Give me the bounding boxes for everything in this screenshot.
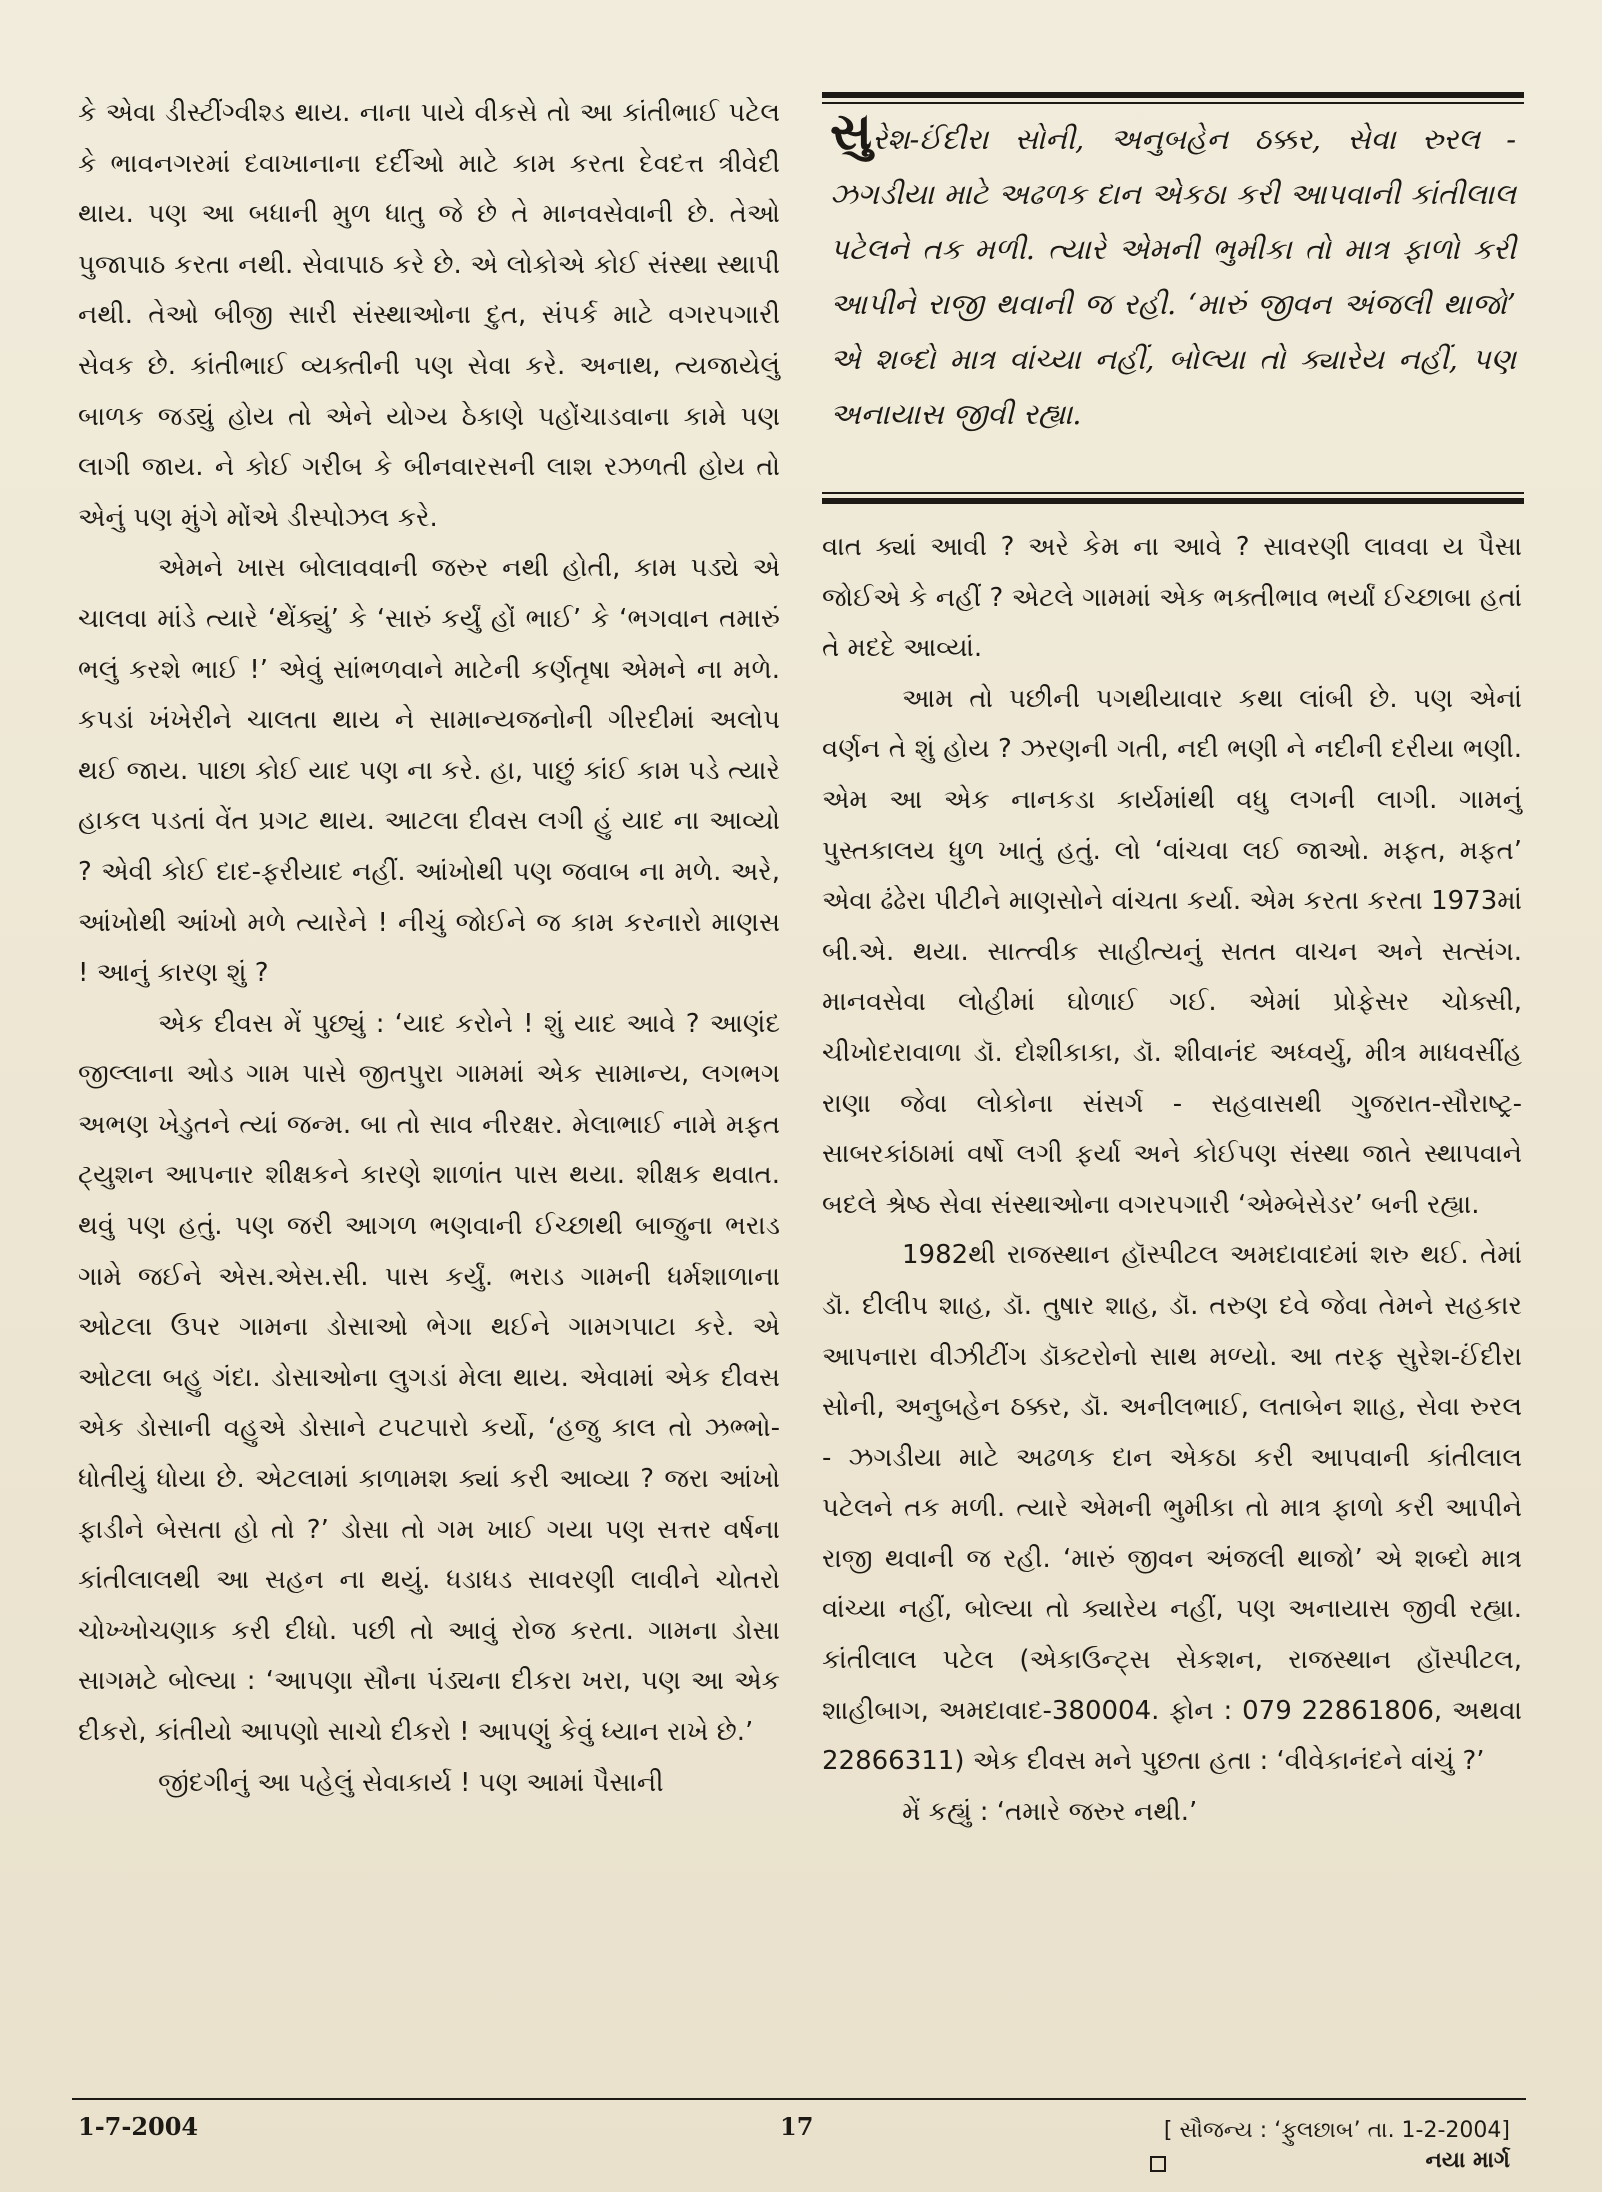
pullquote-text: રેશ-ઈંદીરા સોની, અનુબહેન ઠક્કર, સેવા રુરલ - ઝગડીયા માટે અઢળક દાન એકઠા કરી આપવાની કાંતીલાલ પટેલને તક મળી. ત્યારે એમની ભુમીકા તો માત્ર ફાળો કરી આપીને રાજી થવાની જ રહી. ‘મારું જીવન અંજલી થાજો’ એ શબ્દો માત્ર વાંચ્યા નહીં, બોલ્યા તો ક્યારેય નહીં, પણ અનાયાસ જીવી રહ્યા. (830, 122, 1516, 431)
end-mark-square-icon (1150, 2156, 1166, 2172)
pullquote-top-rule-thin (822, 102, 1524, 104)
source-credit: [ સૌજન્ય : ‘ફુલછાબ’ તા. 1-2-2004] (1163, 2118, 1510, 2143)
body-paragraph: મેં કહ્યું : ‘તમારે જરુર નથી.’ (902, 1796, 1198, 1827)
publication-name: નયા માર્ગ (1425, 2148, 1510, 2173)
body-paragraph: એમને ખાસ બોલાવવાની જરુર નથી હોતી, કામ પડ્યે એ ચાલવા માંડે ત્યારે ‘થેંક્યું’ કે ‘સારું કર્યું હોં ભાઈ’ કે ‘ભગવાન તમારું ભલું કરશે ભાઈ !’ એવું સાંભળવાને માટેની કર્ણતૃષા એમને ના મળે. કપડાં ખંખેરીને ચાલતા થાય ને સામાન્યજનોની ગીરદીમાં અલોપ થઈ જાય. પાછા કોઈ યાદ પણ ના કરે. હા, પાછું કાંઈ કામ પડે ત્યારે હાકલ પડતાં વેંત પ્રગટ થાય. આટલા દીવસ લગી હું યાદ ના આવ્યો ? એવી કોઈ દાદ-ફરીયાદ નહીં. આંખોથી પણ જવાબ ના મળે. અરે, આંખોથી આંખો મળે ત્યારેને ! નીચું જોઈને જ કામ કરનારો માણસ ! આનું કારણ શું ? (78, 553, 780, 989)
body-paragraph: કે એવા ડીસ્ટીંગ્વીશ્ડ થાય. નાના પાયે વીકસે તો આ કાંતીભાઈ પટેલ કે ભાવનગરમાં દવાખાનાના દર્દીઓ માટે કામ કરતા દેવદત્ત ત્રીવેદી થાય. પણ આ બધાની મુળ ધાતુ જે છે તે માનવસેવાની છે. તેઓ પુજાપાઠ કરતા નથી. સેવાપાઠ કરે છે. એ લોકોએ કોઈ સંસ્થા સ્થાપી નથી. તેઓ બીજી સારી સંસ્થાઓના દુત, સંપર્ક માટે વગરપગારી સેવક છે. કાંતીભાઈ વ્યક્તીની પણ સેવા કરે. અનાથ, ત્યજાયેલું બાળક જડ્યું હોય તો એને યોગ્ય ઠેકાણે પહોંચાડવાના કામે પણ લાગી જાય. ને કોઈ ગરીબ કે બીનવારસની લાશ રઝળતી હોય તો એનું પણ મુંગે મોંએ ડીસ્પોઝલ કરે. (78, 98, 780, 533)
body-paragraph: વાત ક્યાં આવી ? અરે કેમ ના આવે ? સાવરણી લાવવા ય પૈસા જોઈએ કે નહીં ? એટલે ગામમાં એક ભક્તીભાવ ભર્યાં ઈચ્છાબા હતાં તે મદદે આવ્યાં. (822, 532, 1522, 664)
body-paragraph: એક દીવસ મેં પુછ્યું : ‘યાદ કરોને ! શું યાદ આવે ? આણંદ જીલ્લાના ઓડ ગામ પાસે જીતપુરા ગામમાં એક સામાન્ય, લગભગ અભણ ખેડુતને ત્યાં જન્મ. બા તો સાવ નીરક્ષર. મેલાભાઈ નામે મફત ટ્યુશન આપનાર શીક્ષકને કારણે શાળાંત પાસ થયા. શીક્ષક થવાત. થવું પણ હતું. પણ જરી આગળ ભણવાની ઈચ્છાથી બાજુના ભરાડ ગામે જઈને એસ.એસ.સી. પાસ કર્યું. ભરાડ ગામની ધર્મશાળાના ઓટલા ઉપર ગામના ડોસાઓ ભેગા થઈને ગામગપાટા કરે. એ ઓટલા બહુ ગંદા. ડોસાઓના લુગડાં મેલા થાય. એવામાં એક દીવસ એક ડોસાની વહુએ ડોસાને ટપટપારો કર્યો, ‘હજુ કાલ તો ઝભ્ભો-ધોતીયું ધોયા છે. એટલામાં કાળામશ ક્યાં કરી આવ્યા ? જરા આંખો ફાડીને બેસતા હો તો ?’ ડોસા તો ગમ ખાઈ ગયા પણ સત્તર વર્ષના કાંતીલાલથી આ સહન ના થયું. ધડાધડ સાવરણી લાવીને ચોતરો ચોખ્ખોચણાક કરી દીધો. પછી તો આવું રોજ કરતા. ગામના ડોસા સાગમટે બોલ્યા : ‘આપણા સૌના પંડ્યના દીકરા ખરા, પણ આ એક દીકરો, કાંતીયો આપણો સાચો દીકરો ! આપણું કેવું ધ્યાન રાખે છે.’ (78, 1008, 780, 1747)
pullquote-dropcap: સુ (830, 101, 873, 162)
left-column (78, 88, 780, 1808)
footer-date: 1-7-2004 (78, 2112, 199, 2141)
body-paragraph: જીંદગીનું આ પહેલું સેવાકાર્ય ! પણ આમાં પૈસાની (158, 1767, 664, 1798)
footer-rule (72, 2098, 1526, 2100)
body-paragraph: 1982થી રાજસ્થાન હૉસ્પીટલ અમદાવાદમાં શરુ થઈ. તેમાં ડૉ. દીલીપ શાહ, ડૉ. તુષાર શાહ, ડૉ. તરુણ દવે જેવા તેમને સહકાર આપનારા વીઝીટીંગ ડૉક્ટરોનો સાથ મળ્યો. આ તરફ સુરેશ-ઈંદીરા સોની, અનુબહેન ઠક્કર, ડૉ. અનીલભાઈ, લતાબેન શાહ, સેવા રુરલ - ઝગડીયા માટે અઢળક દાન એકઠા કરી આપવાની કાંતીલાલ પટેલને તક મળી. ત્યારે એમની ભુમીકા તો માત્ર ફાળો કરી આપીને રાજી થવાની જ રહી. ‘મારું જીવન અંજલી થાજો’ એ શબ્દો માત્ર વાંચ્યા નહીં, બોલ્યા તો ક્યારેય નહીં, પણ અનાયાસ જીવી રહ્યા. કાંતીલાલ પટેલ (એકાઉન્ટ્સ સેકશન, રાજસ્થાન હૉસ્પીટલ, શાહીબાગ, અમદાવાદ-380004. ફોન : 079 22861806, અથવા 22866311) એક દીવસ મને પુછતા હતા : ‘વીવેકાનંદને વાંચું ?’ (822, 1240, 1523, 1777)
pullquote-bottom-rule-thin (822, 492, 1524, 494)
pullquote-box (830, 101, 1516, 442)
page-number: 17 (780, 2112, 814, 2141)
pullquote-bottom-rule (822, 498, 1524, 504)
pullquote-top-rule (822, 92, 1524, 98)
body-paragraph: આમ તો પછીની પગથીયાવાર કથા લાંબી છે. પણ એનાં વર્ણન તે શું હોય ? ઝરણની ગતી, નદી ભણી ને નદીની દરીયા ભણી. એમ આ એક નાનકડા કાર્યમાંથી વધુ લગની લાગી. ગામનું પુસ્તકાલય ધુળ ખાતું હતું. લો ‘વાંચવા લઈ જાઓ. મફત, મફત’ એવા ઢંઢેરા પીટીને માણસોને વાંચતા કર્યા. એમ કરતા કરતા 1973માં બી.એ. થયા. સાત્ત્વીક સાહીત્યનું સતત વાચન અને સત્સંગ. માનવસેવા લોહીમાં ઘોળાઈ ગઈ. એમાં પ્રોફેસર ચોક્સી, ચીખોદરાવાળા ડૉ. દોશીકાકા, ડૉ. શીવાનંદ અધ્વર્યુ, મીત્ર માધવસીંહ રાણા જેવા લોકોના સંસર્ગ - સહવાસથી ગુજરાત-સૌરાષ્ટ્ર-સાબરકાંઠામાં વર્ષો લગી ફર્યા અને કોઈપણ સંસ્થા જાતે સ્થાપવાને બદલે શ્રેષ્ઠ સેવા સંસ્થાઓના વગરપગારી ‘એમ્બેસેડર’ બની રહ્યા. (822, 683, 1522, 1220)
right-column (822, 522, 1522, 1837)
